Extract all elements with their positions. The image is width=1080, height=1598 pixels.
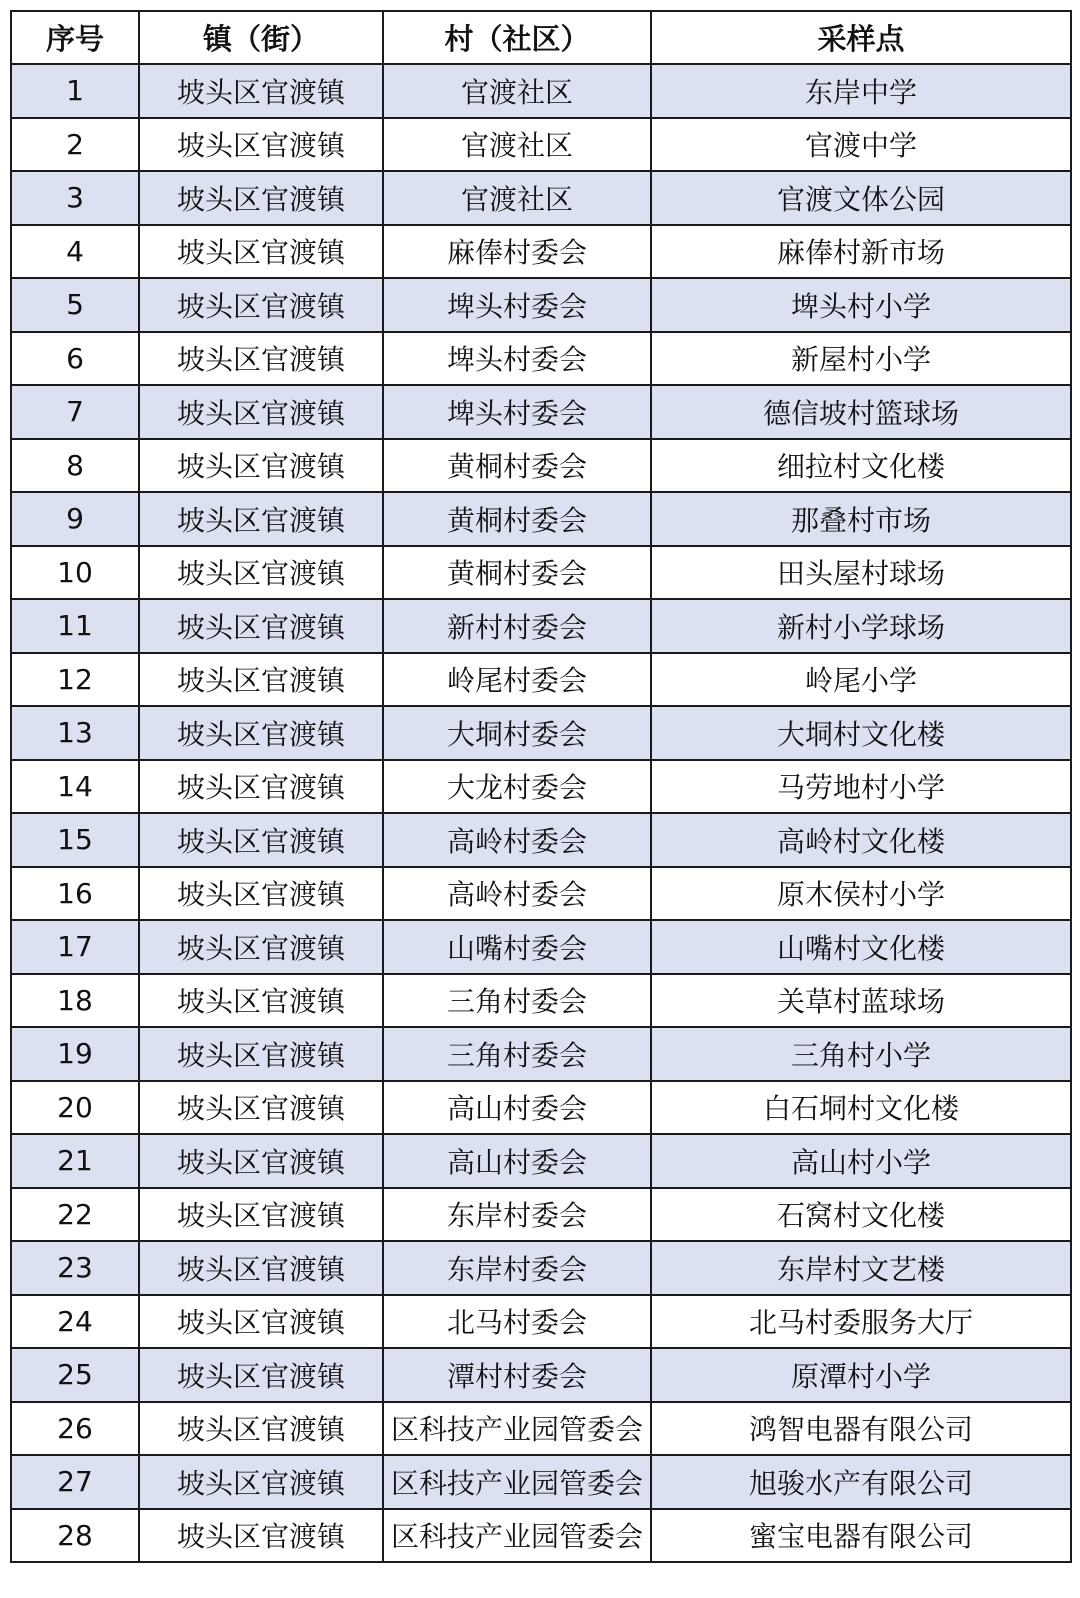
table-row bbox=[11, 1134, 1071, 1188]
header-village: 村（社区） bbox=[383, 11, 651, 64]
cell-village: 高山村委会 bbox=[383, 1134, 651, 1188]
table-header bbox=[11, 11, 1071, 64]
sampling-points-table bbox=[10, 10, 1072, 1563]
cell-serial-number: 5 bbox=[11, 278, 139, 332]
cell-serial-number: 20 bbox=[11, 1081, 139, 1135]
cell-village: 区科技产业园管委会 bbox=[383, 1455, 651, 1509]
table-row bbox=[11, 974, 1071, 1028]
table-row bbox=[11, 1348, 1071, 1402]
cell-village: 潭村村委会 bbox=[383, 1348, 651, 1402]
cell-town: 坡头区官渡镇 bbox=[139, 1402, 383, 1456]
cell-village: 东岸村委会 bbox=[383, 1188, 651, 1242]
cell-town: 坡头区官渡镇 bbox=[139, 1295, 383, 1349]
cell-town: 坡头区官渡镇 bbox=[139, 1348, 383, 1402]
cell-sampling-site: 石窝村文化楼 bbox=[651, 1188, 1071, 1242]
cell-sampling-site: 新村小学球场 bbox=[651, 599, 1071, 653]
cell-village: 埤头村委会 bbox=[383, 332, 651, 386]
cell-town: 坡头区官渡镇 bbox=[139, 1241, 383, 1295]
cell-serial-number: 24 bbox=[11, 1295, 139, 1349]
cell-sampling-site: 大垌村文化楼 bbox=[651, 706, 1071, 760]
cell-village: 麻俸村委会 bbox=[383, 225, 651, 279]
cell-village: 山嘴村委会 bbox=[383, 920, 651, 974]
cell-town: 坡头区官渡镇 bbox=[139, 760, 383, 814]
cell-village: 岭尾村委会 bbox=[383, 653, 651, 707]
table-row bbox=[11, 64, 1071, 118]
cell-sampling-site: 蜜宝电器有限公司 bbox=[651, 1509, 1071, 1563]
cell-town: 坡头区官渡镇 bbox=[139, 1188, 383, 1242]
cell-town: 坡头区官渡镇 bbox=[139, 225, 383, 279]
table-row bbox=[11, 1027, 1071, 1081]
table-row bbox=[11, 439, 1071, 493]
cell-sampling-site: 东岸中学 bbox=[651, 64, 1071, 118]
cell-town: 坡头区官渡镇 bbox=[139, 653, 383, 707]
table-row bbox=[11, 385, 1071, 439]
cell-sampling-site: 埤头村小学 bbox=[651, 278, 1071, 332]
cell-village: 官渡社区 bbox=[383, 64, 651, 118]
cell-town: 坡头区官渡镇 bbox=[139, 706, 383, 760]
cell-serial-number: 19 bbox=[11, 1027, 139, 1081]
cell-village: 大龙村委会 bbox=[383, 760, 651, 814]
table-row bbox=[11, 332, 1071, 386]
table-row bbox=[11, 867, 1071, 921]
cell-serial-number: 28 bbox=[11, 1509, 139, 1563]
cell-village: 新村村委会 bbox=[383, 599, 651, 653]
cell-town: 坡头区官渡镇 bbox=[139, 1509, 383, 1563]
table-row bbox=[11, 225, 1071, 279]
cell-sampling-site: 细拉村文化楼 bbox=[651, 439, 1071, 493]
cell-serial-number: 6 bbox=[11, 332, 139, 386]
cell-town: 坡头区官渡镇 bbox=[139, 920, 383, 974]
cell-town: 坡头区官渡镇 bbox=[139, 813, 383, 867]
cell-town: 坡头区官渡镇 bbox=[139, 599, 383, 653]
cell-town: 坡头区官渡镇 bbox=[139, 1134, 383, 1188]
table-row bbox=[11, 599, 1071, 653]
table-row bbox=[11, 1455, 1071, 1509]
cell-town: 坡头区官渡镇 bbox=[139, 385, 383, 439]
cell-serial-number: 21 bbox=[11, 1134, 139, 1188]
cell-sampling-site: 马劳地村小学 bbox=[651, 760, 1071, 814]
table-row bbox=[11, 1402, 1071, 1456]
table-row bbox=[11, 1188, 1071, 1242]
table-row bbox=[11, 1509, 1071, 1563]
cell-serial-number: 8 bbox=[11, 439, 139, 493]
cell-village: 黄桐村委会 bbox=[383, 546, 651, 600]
cell-sampling-site: 鸿智电器有限公司 bbox=[651, 1402, 1071, 1456]
cell-serial-number: 9 bbox=[11, 492, 139, 546]
cell-village: 大垌村委会 bbox=[383, 706, 651, 760]
cell-village: 三角村委会 bbox=[383, 974, 651, 1028]
cell-serial-number: 27 bbox=[11, 1455, 139, 1509]
cell-serial-number: 1 bbox=[11, 64, 139, 118]
cell-village: 北马村委会 bbox=[383, 1295, 651, 1349]
cell-village: 区科技产业园管委会 bbox=[383, 1509, 651, 1563]
cell-town: 坡头区官渡镇 bbox=[139, 64, 383, 118]
header-town: 镇（街） bbox=[139, 11, 383, 64]
cell-sampling-site: 那叠村市场 bbox=[651, 492, 1071, 546]
table-row bbox=[11, 1241, 1071, 1295]
cell-sampling-site: 白石垌村文化楼 bbox=[651, 1081, 1071, 1135]
cell-village: 三角村委会 bbox=[383, 1027, 651, 1081]
table-row bbox=[11, 278, 1071, 332]
cell-village: 官渡社区 bbox=[383, 118, 651, 172]
table-row bbox=[11, 653, 1071, 707]
cell-serial-number: 4 bbox=[11, 225, 139, 279]
cell-sampling-site: 官渡中学 bbox=[651, 118, 1071, 172]
cell-town: 坡头区官渡镇 bbox=[139, 867, 383, 921]
cell-serial-number: 26 bbox=[11, 1402, 139, 1456]
table-row bbox=[11, 492, 1071, 546]
cell-serial-number: 16 bbox=[11, 867, 139, 921]
cell-serial-number: 22 bbox=[11, 1188, 139, 1242]
cell-sampling-site: 德信坡村篮球场 bbox=[651, 385, 1071, 439]
cell-serial-number: 13 bbox=[11, 706, 139, 760]
table-row bbox=[11, 760, 1071, 814]
cell-town: 坡头区官渡镇 bbox=[139, 439, 383, 493]
cell-serial-number: 2 bbox=[11, 118, 139, 172]
cell-sampling-site: 新屋村小学 bbox=[651, 332, 1071, 386]
cell-town: 坡头区官渡镇 bbox=[139, 1027, 383, 1081]
cell-serial-number: 12 bbox=[11, 653, 139, 707]
cell-serial-number: 23 bbox=[11, 1241, 139, 1295]
cell-serial-number: 11 bbox=[11, 599, 139, 653]
table-row bbox=[11, 706, 1071, 760]
cell-village: 东岸村委会 bbox=[383, 1241, 651, 1295]
cell-serial-number: 10 bbox=[11, 546, 139, 600]
cell-village: 高岭村委会 bbox=[383, 813, 651, 867]
cell-serial-number: 17 bbox=[11, 920, 139, 974]
cell-village: 高山村委会 bbox=[383, 1081, 651, 1135]
table-body bbox=[11, 64, 1071, 1562]
table-row bbox=[11, 171, 1071, 225]
cell-town: 坡头区官渡镇 bbox=[139, 1455, 383, 1509]
cell-sampling-site: 三角村小学 bbox=[651, 1027, 1071, 1081]
cell-serial-number: 7 bbox=[11, 385, 139, 439]
cell-serial-number: 15 bbox=[11, 813, 139, 867]
cell-serial-number: 18 bbox=[11, 974, 139, 1028]
cell-town: 坡头区官渡镇 bbox=[139, 332, 383, 386]
cell-town: 坡头区官渡镇 bbox=[139, 974, 383, 1028]
cell-serial-number: 14 bbox=[11, 760, 139, 814]
cell-sampling-site: 田头屋村球场 bbox=[651, 546, 1071, 600]
table-row bbox=[11, 1295, 1071, 1349]
table-row bbox=[11, 813, 1071, 867]
table-row bbox=[11, 118, 1071, 172]
cell-town: 坡头区官渡镇 bbox=[139, 1081, 383, 1135]
cell-sampling-site: 岭尾小学 bbox=[651, 653, 1071, 707]
cell-village: 黄桐村委会 bbox=[383, 439, 651, 493]
cell-sampling-site: 麻俸村新市场 bbox=[651, 225, 1071, 279]
header-row bbox=[11, 11, 1071, 64]
cell-town: 坡头区官渡镇 bbox=[139, 278, 383, 332]
cell-village: 高岭村委会 bbox=[383, 867, 651, 921]
cell-village: 黄桐村委会 bbox=[383, 492, 651, 546]
cell-sampling-site: 东岸村文艺楼 bbox=[651, 1241, 1071, 1295]
cell-sampling-site: 高岭村文化楼 bbox=[651, 813, 1071, 867]
table-row bbox=[11, 546, 1071, 600]
header-serial-number: 序号 bbox=[11, 11, 139, 64]
cell-sampling-site: 高山村小学 bbox=[651, 1134, 1071, 1188]
cell-sampling-site: 关草村蓝球场 bbox=[651, 974, 1071, 1028]
header-sampling-site: 采样点 bbox=[651, 11, 1071, 64]
cell-town: 坡头区官渡镇 bbox=[139, 118, 383, 172]
cell-village: 区科技产业园管委会 bbox=[383, 1402, 651, 1456]
cell-sampling-site: 原潭村小学 bbox=[651, 1348, 1071, 1402]
cell-sampling-site: 原木侯村小学 bbox=[651, 867, 1071, 921]
cell-serial-number: 3 bbox=[11, 171, 139, 225]
cell-village: 埤头村委会 bbox=[383, 278, 651, 332]
cell-serial-number: 25 bbox=[11, 1348, 139, 1402]
cell-town: 坡头区官渡镇 bbox=[139, 492, 383, 546]
table-row bbox=[11, 1081, 1071, 1135]
cell-town: 坡头区官渡镇 bbox=[139, 171, 383, 225]
cell-sampling-site: 旭骏水产有限公司 bbox=[651, 1455, 1071, 1509]
cell-village: 埤头村委会 bbox=[383, 385, 651, 439]
cell-sampling-site: 北马村委服务大厅 bbox=[651, 1295, 1071, 1349]
cell-village: 官渡社区 bbox=[383, 171, 651, 225]
table-row bbox=[11, 920, 1071, 974]
cell-town: 坡头区官渡镇 bbox=[139, 546, 383, 600]
cell-sampling-site: 官渡文体公园 bbox=[651, 171, 1071, 225]
cell-sampling-site: 山嘴村文化楼 bbox=[651, 920, 1071, 974]
